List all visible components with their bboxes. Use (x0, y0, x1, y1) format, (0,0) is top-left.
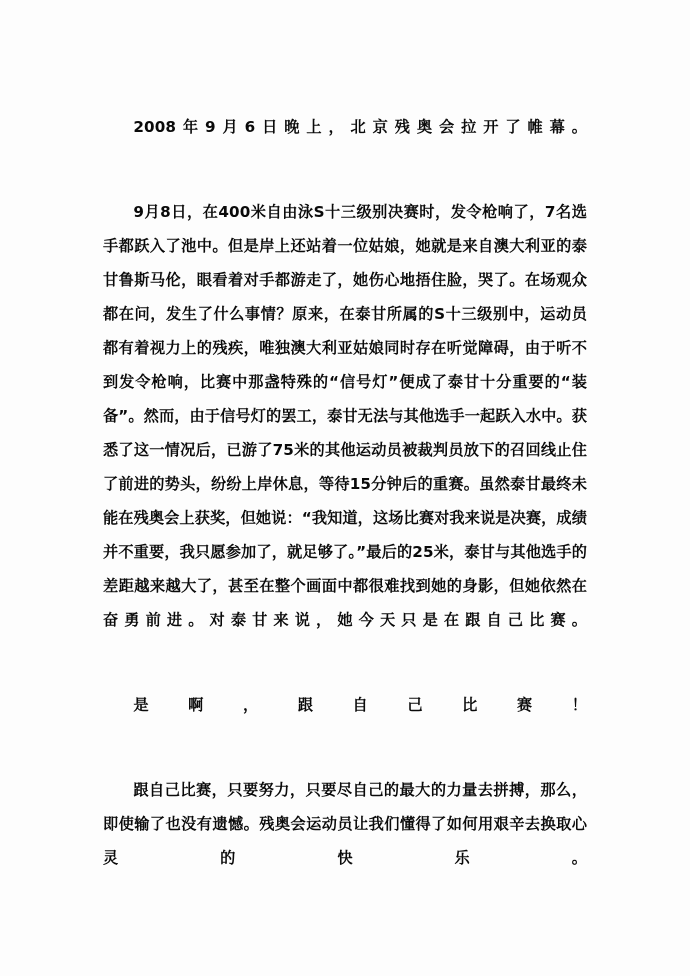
paragraph-1: 2008年9月6日晚上，北京残奥会拉开了帷幕。 (133, 118, 587, 136)
document-text-body (103, 110, 587, 909)
paragraph-4: 跟自己比赛，只要努力，只要尽自己的最大的力量去拼搏，那么，即使输了也没有遗憾。残奥会运动员让我们懂得了如何用艰辛去换取心灵的快乐。 (103, 781, 587, 867)
paragraph-2: 9月8日，在400米自由泳S十三级别决赛时，发令枪响了，7名选手都跃入了池中。但是岸上还站着一位姑娘，她就是来自澳大利亚的泰甘鲁斯马伦，眼看着对手都游走了，她伤心地捂住脸，哭了。在场观众都在问，发生了什么事情？原来，在泰甘所属的S十三级别中，运动员都有着视力上的残疾，唯独澳大利亚姑娘同时存在听觉障碍，由于听不到发令枪响，比赛中那盏特殊的“信号灯”便成了泰甘十分重要的“装备”。然而，由于信号灯的罢工，泰甘无法与其他选手一起跃入水中。获悉了这一情况后，已游了75米的其他运动员被裁判员放下的召回线止住了前进的势头，纷纷上岸休息，等待15分钟后的重赛。虽然泰甘最终未能在残奥会上获奖，但她说：“我知道，这场比赛对我来说是决赛，成绩并不重要，我只愿参加了，就足够了。”最后的25米，泰甘与其他选手的差距越来越大了，甚至在整个画面中都很难找到她的身影，但她依然在奋勇前进。对泰甘来说，她今天只是在跟自己比赛。 (103, 203, 587, 629)
paragraph-3: 是啊，跟自己比赛！ (133, 696, 587, 714)
